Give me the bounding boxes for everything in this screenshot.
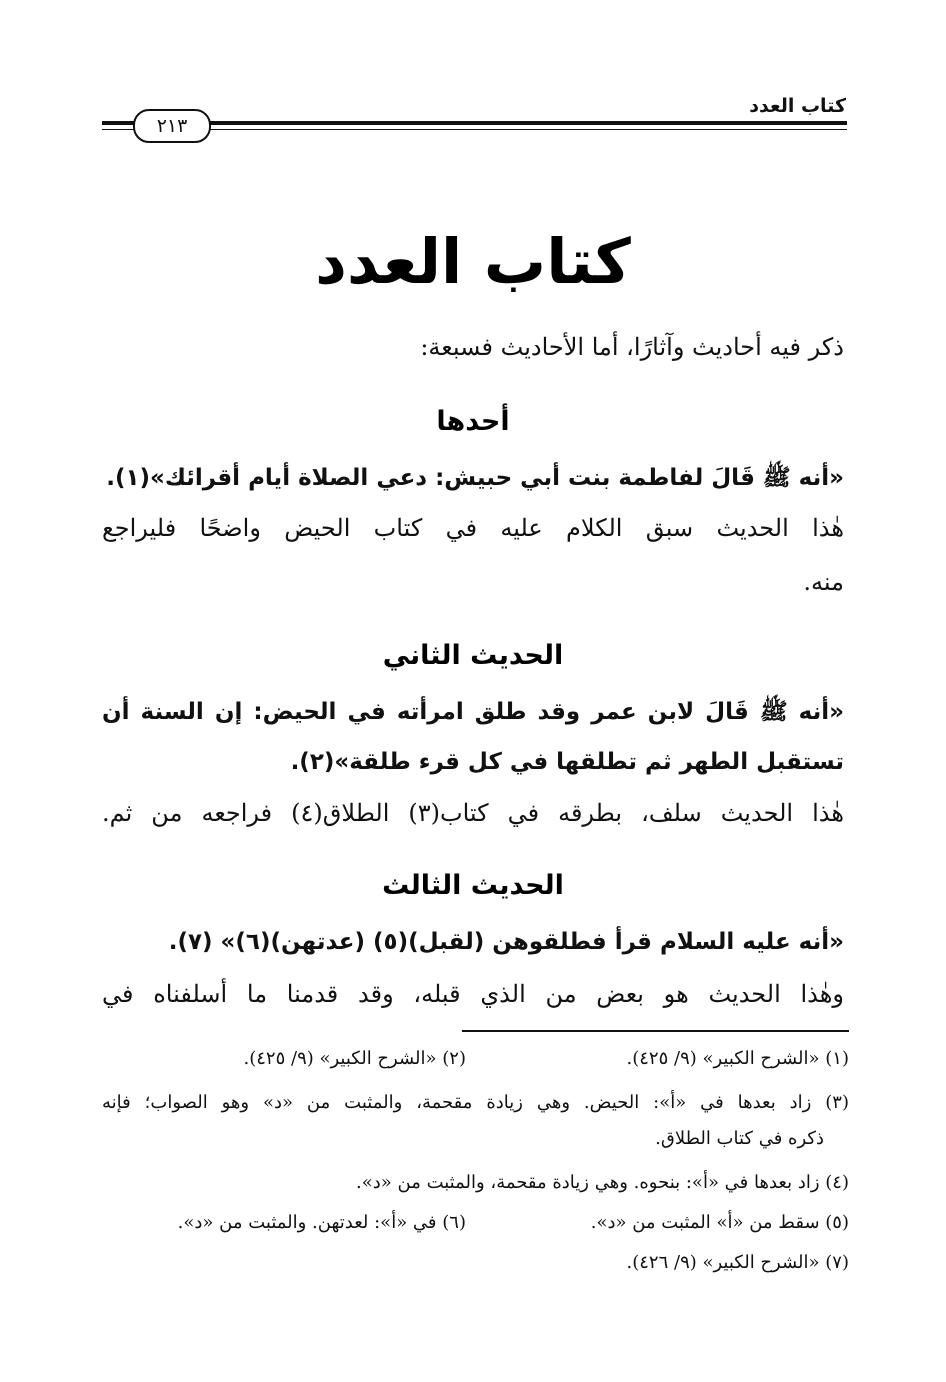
footnote-1: (١) «الشرح الكبير» (٩/ ٤٢٥). <box>626 1048 849 1069</box>
hadith-3: «أنه عليه السلام قرأ فطلقوهن (لقبل)(٥) (عدتهن)(٦)» (٧). <box>168 929 844 955</box>
footnote-3-line-2: ذكره في كتاب الطلاق. <box>655 1128 824 1149</box>
intro-text: ذكر فيه أحاديث وآثارًا، أما الأحاديث فسبعة: <box>420 333 844 361</box>
footnote-separator <box>462 1030 849 1032</box>
footnote-2: (٢) «الشرح الكبير» (٩/ ٤٢٥). <box>243 1048 466 1069</box>
footnote-6: (٦) في «أ»: لعدتهن. والمثبت من «د». <box>177 1212 466 1233</box>
section-heading-3: الحديث الثالث <box>382 870 564 901</box>
footnote-3-line-1: (٣) زاد بعدها في «أ»: الحيض. وهي زيادة مقحمة، والمثبت من «د» وهو الصواب؛ فإنه <box>102 1092 849 1113</box>
footnote-4: (٤) زاد بعدها في «أ»: بنحوه. وهي زيادة مقحمة، والمثبت من «د». <box>356 1172 849 1193</box>
commentary-2: هٰذا الحديث سلف، بطرقه في كتاب(٣) الطلاق(٤) فراجعه من ثم. <box>102 799 844 827</box>
page-number: ٢١٣ <box>133 109 211 143</box>
commentary-3: وهٰذا الحديث هو بعض من الذي قبله، وقد قدمنا ما أسلفناه في <box>102 980 844 1008</box>
footnote-5: (٥) سقط من «أ» المثبت من «د». <box>590 1212 849 1233</box>
hadith-2-line-1: «أنه ﷺ قَالَ لابن عمر وقد طلق امرأته في الحيض: إن السنة أن <box>102 699 844 725</box>
commentary-1-line-1: هٰذا الحديث سبق الكلام عليه في كتاب الحيض واضحًا فليراجع <box>102 514 844 542</box>
header-rule-thick <box>102 121 847 125</box>
section-heading-1: أحدها <box>436 406 510 437</box>
chapter-title: كتاب العدد <box>315 225 631 298</box>
running-header-title: كتاب العدد <box>749 95 846 117</box>
footnote-7: (٧) «الشرح الكبير» (٩/ ٤٢٦). <box>626 1252 849 1273</box>
hadith-1: «أنه ﷺ قَالَ لفاطمة بنت أبي حبيش: دعي الصلاة أيام أقرائك»(١). <box>106 465 844 491</box>
section-heading-2: الحديث الثاني <box>382 640 564 671</box>
commentary-1-line-2: منه. <box>803 568 844 596</box>
header-rule-thin <box>102 129 847 130</box>
hadith-2-line-2: تستقبل الطهر ثم تطلقها في كل قرء طلقة»(٢). <box>290 749 844 775</box>
